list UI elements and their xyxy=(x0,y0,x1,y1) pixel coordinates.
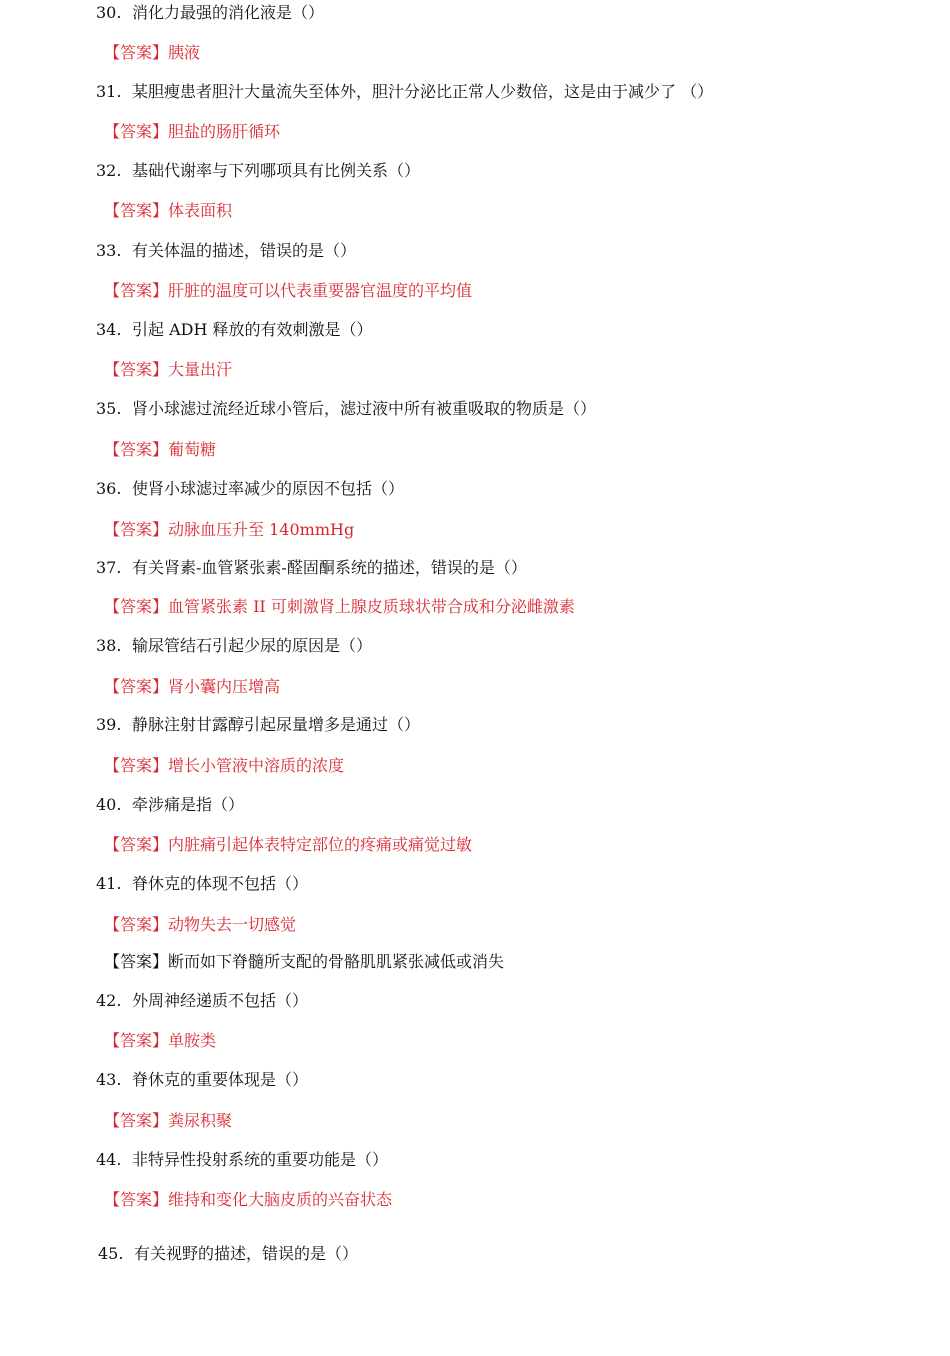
question-41 xyxy=(96,873,308,895)
question-number: 39. xyxy=(96,715,122,734)
question-44 xyxy=(96,1149,388,1171)
answer-tag: 【答案】 xyxy=(104,952,169,971)
question-number: 44. xyxy=(96,1150,122,1169)
answer-text: 内脏痛引起体表特定部位的疼痛或痛觉过敏 xyxy=(168,835,473,854)
question-36 xyxy=(96,478,404,500)
question-text: 基础代谢率与下列哪项具有比例关系（） xyxy=(132,161,421,180)
answer-tag: 【答案】 xyxy=(104,43,169,62)
answer-text: 增长小管液中溶质的浓度 xyxy=(168,756,345,775)
question-number: 35. xyxy=(96,399,122,418)
answer-text: 动脉血压升至 140mmHg xyxy=(168,520,355,539)
question-number: 37. xyxy=(96,558,122,577)
answer-tag: 【答案】 xyxy=(104,520,169,539)
answer-text: 单胺类 xyxy=(168,1031,217,1050)
question-40 xyxy=(96,794,244,816)
answer-41-extra xyxy=(104,951,504,973)
answer-text: 葡萄糖 xyxy=(168,440,217,459)
answer-31 xyxy=(104,121,280,143)
question-number: 36. xyxy=(96,479,122,498)
question-number: 32. xyxy=(96,161,122,180)
question-text: 有关肾素-血管紧张素-醛固酮系统的描述，错误的是（） xyxy=(132,558,527,577)
answer-tag: 【答案】 xyxy=(104,835,169,854)
answer-tag: 【答案】 xyxy=(104,597,169,616)
answer-text: 粪尿积聚 xyxy=(168,1111,233,1130)
answer-text: 大量出汗 xyxy=(168,360,233,379)
question-text: 有关体温的描述，错误的是（） xyxy=(132,241,357,260)
answer-text: 体表面积 xyxy=(168,201,233,220)
answer-tag: 【答案】 xyxy=(104,122,169,141)
answer-30 xyxy=(104,42,200,64)
question-number: 30. xyxy=(96,3,122,22)
answer-text: 肝脏的温度可以代表重要器官温度的平均值 xyxy=(168,281,473,300)
answer-37 xyxy=(104,596,575,618)
answer-35 xyxy=(104,439,216,461)
answer-tag: 【答案】 xyxy=(104,1031,169,1050)
question-number: 45. xyxy=(98,1244,124,1263)
question-43 xyxy=(96,1069,308,1091)
answer-tag: 【答案】 xyxy=(104,360,169,379)
question-number: 41. xyxy=(96,874,122,893)
question-33 xyxy=(96,240,356,262)
question-number: 43. xyxy=(96,1070,122,1089)
answer-tag: 【答案】 xyxy=(104,677,169,696)
answer-tag: 【答案】 xyxy=(104,1190,169,1209)
question-text: 牵涉痛是指（） xyxy=(132,795,245,814)
answer-text: 断而如下脊髓所支配的骨骼肌肌紧张减低或消失 xyxy=(168,952,505,971)
question-34 xyxy=(96,319,373,341)
question-number: 31. xyxy=(96,82,122,101)
question-text: 肾小球滤过流经近球小管后，滤过液中所有被重吸取的物质是（） xyxy=(132,399,597,418)
question-number: 42. xyxy=(96,991,122,1010)
answer-34 xyxy=(104,359,232,381)
question-text: 某胆瘦患者胆汁大量流失至体外，胆汁分泌比正常人少数倍，这是由于减少了 （） xyxy=(132,82,714,101)
answer-40 xyxy=(104,834,472,856)
question-text: 使肾小球滤过率减少的原因不包括（） xyxy=(132,479,405,498)
answer-39 xyxy=(104,755,344,777)
answer-32 xyxy=(104,200,232,222)
question-35 xyxy=(96,398,596,420)
question-text: 静脉注射甘露醇引起尿量增多是通过（） xyxy=(132,715,421,734)
answer-tag: 【答案】 xyxy=(104,756,169,775)
answer-tag: 【答案】 xyxy=(104,1111,169,1130)
question-text: 消化力最强的消化液是（） xyxy=(132,3,325,22)
question-30 xyxy=(96,2,324,24)
question-number: 38. xyxy=(96,636,122,655)
question-42 xyxy=(96,990,308,1012)
answer-text: 动物失去一切感觉 xyxy=(168,915,297,934)
answer-text: 肾小囊内压增高 xyxy=(168,677,281,696)
question-37 xyxy=(96,557,527,579)
answer-42 xyxy=(104,1030,216,1052)
question-38 xyxy=(96,635,372,657)
answer-43 xyxy=(104,1110,232,1132)
question-text: 引起 ADH 释放的有效刺激是（） xyxy=(132,320,373,339)
answer-text: 维持和变化大脑皮质的兴奋状态 xyxy=(168,1190,393,1209)
answer-text: 血管紧张素 II 可刺激肾上腺皮质球状带合成和分泌雌激素 xyxy=(168,597,575,616)
question-text: 脊休克的体现不包括（） xyxy=(132,874,309,893)
answer-text: 胰液 xyxy=(168,43,201,62)
answer-44 xyxy=(104,1189,392,1211)
question-31 xyxy=(96,81,713,103)
question-text: 输尿管结石引起少尿的原因是（） xyxy=(132,636,373,655)
answer-tag: 【答案】 xyxy=(104,281,169,300)
question-39 xyxy=(96,714,420,736)
question-text: 外周神经递质不包括（） xyxy=(132,991,309,1010)
question-text: 脊休克的重要体现是（） xyxy=(132,1070,309,1089)
answer-33 xyxy=(104,280,472,302)
answer-41 xyxy=(104,914,296,936)
question-number: 40. xyxy=(96,795,122,814)
question-number: 34. xyxy=(96,320,122,339)
answer-tag: 【答案】 xyxy=(104,440,169,459)
answer-38 xyxy=(104,676,280,698)
question-45 xyxy=(98,1243,358,1265)
answer-tag: 【答案】 xyxy=(104,201,169,220)
question-number: 33. xyxy=(96,241,122,260)
answer-text: 胆盐的肠肝循环 xyxy=(168,122,281,141)
question-text: 非特异性投射系统的重要功能是（） xyxy=(132,1150,389,1169)
answer-36 xyxy=(104,519,354,541)
answer-tag: 【答案】 xyxy=(104,915,169,934)
question-text: 有关视野的描述，错误的是（） xyxy=(134,1244,359,1263)
question-32 xyxy=(96,160,420,182)
